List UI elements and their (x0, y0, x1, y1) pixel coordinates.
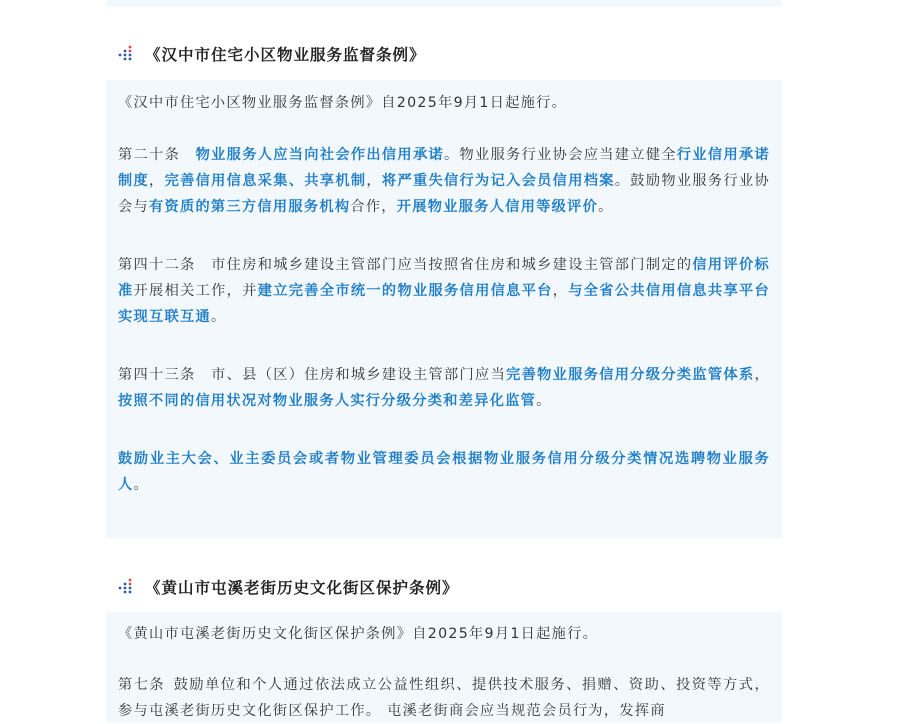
intro-paragraph: 《汉中市住宅小区物业服务监督条例》自2025年9月1日起施行。 (118, 95, 568, 111)
regulation-panel (106, 80, 782, 538)
article-segment: 建立完善全市统一的物业服务信用信息平台 (257, 283, 553, 299)
section-header (117, 575, 459, 599)
section-header (117, 42, 426, 66)
article-segment: 。 (536, 393, 552, 409)
article-segment: 开展相关工作，并 (133, 283, 258, 299)
article-segment: 。 (210, 309, 227, 325)
article-segment: 完善信用信息采集、共享机制 (164, 173, 367, 189)
article-number: 第四十三条 (118, 367, 196, 383)
article-segment: 。 (598, 199, 614, 215)
article-paragraph (118, 252, 770, 330)
article-segment: 鼓励单位和个人通过依法成立公益性组织、提供技术服务、捐赠、资助、投资等方式，参与屯溪老街历史文化街区保护工作。 屯溪老街商会应当规范会员行为，发挥商 (118, 677, 770, 719)
article-segment: 鼓励业主大会、业主委员会或者物业管理委员会根据物业服务信用分级分类情况选聘物业服务人 (118, 451, 770, 493)
article-paragraph (118, 672, 770, 724)
article-segment: ， (366, 173, 382, 189)
article-segment: 与全省公共信用信息共享平台实现互联互通 (118, 283, 770, 325)
article-segment: 。鼓励物业服务行业协会与 (118, 173, 770, 215)
section-title: 《黄山市屯溪老街历史文化街区保护条例》 (145, 579, 459, 597)
article-segment: 按照不同的信用状况对物业服务人实行分级分类和差异化监管 (118, 393, 537, 409)
regulation-panel (106, 612, 782, 723)
article-paragraph (118, 142, 770, 220)
article-paragraph (118, 446, 770, 498)
article-segment: 。 (133, 477, 149, 493)
article-segment: 行业信用承诺制度 (118, 147, 770, 189)
intro-paragraph: 《黄山市屯溪老街历史文化街区保护条例》自2025年9月1日起施行。 (118, 626, 599, 642)
article-segment: 。物业服务行业协会应当建立健全 (444, 147, 677, 163)
article-segment: 合作， (350, 199, 397, 215)
article-segment: ， (149, 173, 165, 189)
article-segment: 开展物业服务人信用等级评价 (396, 199, 599, 215)
dots-grid-icon (117, 578, 133, 596)
article-paragraph (118, 362, 770, 414)
article-segment: 有资质的第三方信用服务机构 (148, 199, 351, 215)
article-number: 第七条 (118, 677, 166, 693)
article-segment: 物业服务人应当向社会作出信用承诺 (195, 147, 445, 163)
article-segment: 市住房和城乡建设主管部门应当按照省住房和城乡建设主管部门制定的 (211, 257, 693, 273)
previous-panel-edge (106, 0, 782, 7)
article-number: 第二十条 (118, 147, 181, 163)
section-title: 《汉中市住宅小区物业服务监督条例》 (145, 46, 426, 64)
article-segment: 信用评价标准 (118, 257, 770, 299)
article-segment: 将严重失信行为记入会员信用档案 (381, 173, 615, 189)
dots-grid-icon (117, 45, 133, 63)
article-number: 第四十二条 (118, 257, 196, 273)
article-segment: 完善物业服务信用分级分类监管体系 (506, 367, 755, 383)
article-segment: ， (754, 367, 770, 383)
article-segment: 市、县（区）住房和城乡建设主管部门应当 (211, 367, 507, 383)
article-segment: ， (552, 283, 569, 299)
